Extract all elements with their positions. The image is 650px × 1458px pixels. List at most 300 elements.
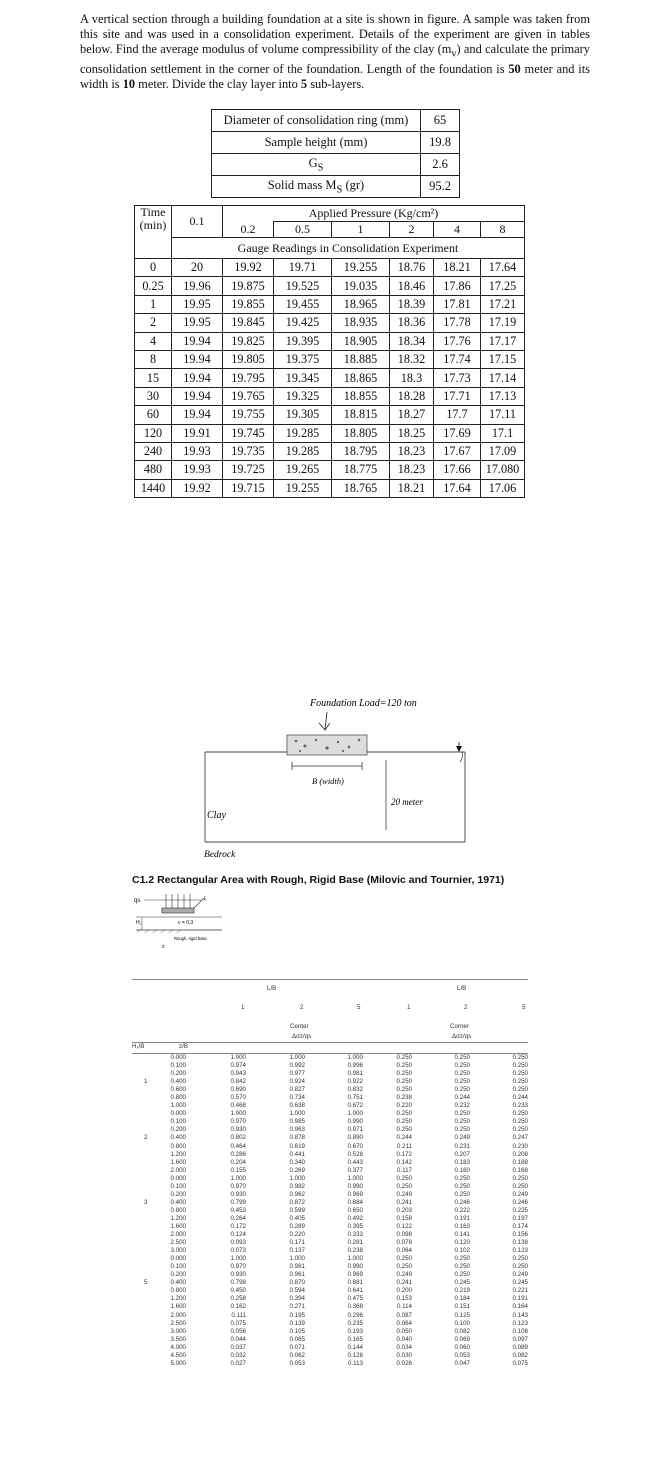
gauge-reading-cell: 19.92 — [172, 479, 223, 497]
table-row — [132, 1118, 528, 1126]
influence-factor-cell: 0.250 — [512, 1255, 528, 1263]
lb-value: 5 — [357, 1004, 361, 1011]
influence-factor-cell: 0.570 — [230, 1094, 246, 1102]
gauge-reading-cell: 19.285 — [274, 424, 332, 442]
influence-factor-cell: 0.113 — [347, 1359, 363, 1367]
influence-factor-cell: 0.053 — [454, 1351, 470, 1359]
influence-factor-cell: 0.037 — [230, 1343, 246, 1351]
rigid-base-label: Rough, rigid base — [174, 936, 207, 941]
applied-pressure-title: Applied Pressure (Kg/cm²) — [223, 206, 525, 222]
influence-factor-cell: 0.286 — [230, 1150, 246, 1158]
influence-factor-cell: 1.000 — [347, 1054, 363, 1061]
gauge-reading-cell: 18.865 — [332, 369, 390, 387]
influence-factor-cell: 0.123 — [512, 1247, 528, 1255]
table-row — [135, 295, 525, 313]
influence-factor-cell: 0.105 — [289, 1327, 305, 1335]
gauge-reading-cell: 17.69 — [434, 424, 481, 442]
influence-factor-cell: 0.250 — [454, 1126, 470, 1134]
influence-factor-cell: 0.128 — [347, 1351, 363, 1359]
influence-factor-cell: 0.174 — [512, 1222, 528, 1230]
table-row — [132, 1263, 528, 1271]
table-row — [132, 1279, 528, 1287]
gauge-reading-cell: 19.95 — [172, 295, 223, 313]
hb-value: 2 — [144, 1134, 148, 1142]
influence-factor-cell: 0.250 — [512, 1174, 528, 1182]
influence-factor-cell: 0.992 — [289, 1062, 305, 1070]
gauge-reading-cell: 17.81 — [434, 295, 481, 313]
zb-value: 0.600 — [170, 1086, 186, 1094]
influence-factor-cell: 0.250 — [454, 1271, 470, 1279]
gauge-reading-cell: 19.035 — [332, 277, 390, 295]
influence-factor-cell: 0.981 — [347, 1070, 363, 1078]
gauge-reading-cell: 18.815 — [332, 406, 390, 424]
influence-factor-cell: 0.208 — [512, 1150, 528, 1158]
gauge-reading-cell: 18.21 — [434, 259, 481, 277]
gauge-reading-cell: 18.28 — [390, 387, 434, 405]
influence-factor-cell: 1.000 — [289, 1110, 305, 1118]
table-row — [132, 1344, 528, 1352]
gauge-reading-cell: 17.73 — [434, 369, 481, 387]
influence-factor-cell: 0.930 — [230, 1271, 246, 1279]
gauge-reading-cell: 17.64 — [481, 259, 525, 277]
property-label: $G_S$ — [212, 154, 421, 176]
table-row — [132, 1247, 528, 1255]
table-row — [135, 442, 525, 460]
influence-factor-cell: 0.443 — [347, 1158, 363, 1166]
table-row — [212, 176, 460, 198]
influence-factor-cell: 0.085 — [289, 1335, 305, 1343]
influence-factor-cell: 0.802 — [230, 1134, 246, 1142]
gauge-reading-cell: 17.7 — [434, 406, 481, 424]
pressure-header: 4 — [434, 222, 481, 238]
table-header-row — [135, 238, 525, 259]
width-label: B (width) — [312, 776, 344, 786]
influence-factor-cell: 0.207 — [454, 1150, 470, 1158]
gauge-reading-cell: 18.805 — [332, 424, 390, 442]
influence-factor-cell: 0.144 — [347, 1343, 363, 1351]
property-value: 95.2 — [421, 176, 460, 198]
influence-factor-cell: 0.062 — [289, 1351, 305, 1359]
svg-text:H₁: H₁ — [136, 920, 142, 926]
water-table-icon — [456, 746, 462, 752]
table-row — [132, 1159, 528, 1167]
table-row — [132, 1231, 528, 1239]
gauge-reading-cell: 19.94 — [172, 406, 223, 424]
property-label: Diameter of consolidation ring (mm) — [212, 110, 421, 132]
gauge-reading-cell: 17.71 — [434, 387, 481, 405]
influence-factor-cell: 0.594 — [289, 1287, 305, 1295]
sample-properties-table — [211, 109, 460, 198]
gauge-reading-cell: 19.345 — [274, 369, 332, 387]
influence-factor-cell: 0.082 — [454, 1327, 470, 1335]
influence-factor-cell: 0.158 — [396, 1214, 412, 1222]
influence-factor-cell: 0.219 — [454, 1287, 470, 1295]
zb-value: 2.500 — [170, 1319, 186, 1327]
table-row — [135, 277, 525, 295]
gauge-reading-cell: 17.67 — [434, 442, 481, 460]
corner-header: Corner — [450, 1023, 469, 1030]
influence-factor-cell: 0.250 — [454, 1070, 470, 1078]
influence-factor-cell: 0.250 — [396, 1182, 412, 1190]
property-label: Solid mass $M_S$ (gr) — [212, 176, 421, 198]
gauge-reading-cell: 17.17 — [481, 332, 525, 350]
time-cell: 8 — [135, 350, 172, 368]
influence-factor-cell: 0.040 — [396, 1335, 412, 1343]
gauge-reading-cell: 17.09 — [481, 442, 525, 460]
gauge-reading-cell: 19.825 — [223, 332, 274, 350]
influence-factor-cell: 0.120 — [454, 1239, 470, 1247]
gauge-reading-cell: 19.255 — [332, 259, 390, 277]
property-value: 65 — [421, 110, 460, 132]
gauge-reading-cell: 19.94 — [172, 369, 223, 387]
table-header-row — [135, 206, 525, 222]
influence-factor-cell: 0.030 — [396, 1351, 412, 1359]
influence-factor-cell: 0.441 — [289, 1150, 305, 1158]
table-row — [132, 1134, 528, 1142]
influence-factor-cell: 0.122 — [396, 1222, 412, 1230]
influence-factor-cell: 0.211 — [396, 1142, 412, 1150]
table-row — [132, 1207, 528, 1215]
influence-factor-cell: 0.221 — [512, 1287, 528, 1295]
zb-value: 1.600 — [170, 1158, 186, 1166]
influence-factor-cell: 0.193 — [347, 1327, 363, 1335]
influence-factor-cell: 0.246 — [512, 1198, 528, 1206]
influence-table-title: C1.2 Rectangular Area with Rough, Rigid Base (Milovic and Tournier, 1971) — [132, 874, 505, 886]
influence-factor-cell: 0.289 — [289, 1222, 305, 1230]
influence-factor-cell: 0.981 — [289, 1263, 305, 1271]
influence-factor-cell: 0.250 — [512, 1070, 528, 1078]
gauge-reading-cell: 18.21 — [390, 479, 434, 497]
influence-factor-cell: 0.250 — [512, 1054, 528, 1061]
influence-factor-cell: 0.111 — [231, 1311, 246, 1319]
gauge-reading-cell: 17.74 — [434, 350, 481, 368]
influence-factor-cell: 0.139 — [289, 1319, 305, 1327]
zb-value: 0.200 — [170, 1070, 186, 1078]
influence-factor-cell: 0.165 — [347, 1335, 363, 1343]
gauge-title: Gauge Readings in Consolidation Experiment — [172, 238, 525, 259]
zb-value: 3.000 — [170, 1247, 186, 1255]
zb-value: 0.100 — [170, 1062, 186, 1070]
influence-factor-cell: 0.832 — [347, 1086, 363, 1094]
table-row — [132, 1287, 528, 1295]
gauge-reading-cell: 19.91 — [172, 424, 223, 442]
influence-factor-cell: 0.395 — [347, 1222, 363, 1230]
influence-factor-cell: 0.250 — [454, 1255, 470, 1263]
influence-factor-cell: 0.075 — [512, 1359, 528, 1367]
table-row — [132, 1215, 528, 1223]
influence-factor-cell: 0.450 — [230, 1287, 246, 1295]
zb-value: 0.000 — [170, 1174, 186, 1182]
influence-factor-cell: 1.000 — [289, 1054, 305, 1061]
influence-factor-cell: 0.032 — [230, 1351, 246, 1359]
gauge-reading-cell: 19.395 — [274, 332, 332, 350]
lb-header-corner: L/B — [457, 985, 467, 992]
influence-factor-cell: 0.333 — [347, 1231, 363, 1239]
influence-factor-cell: 0.172 — [396, 1150, 412, 1158]
gauge-reading-cell: 17.14 — [481, 369, 525, 387]
influence-factor-cell: 0.249 — [396, 1190, 412, 1198]
zb-value: 0.400 — [170, 1198, 186, 1206]
table-row — [132, 1295, 528, 1303]
influence-factor-cell: 0.827 — [289, 1086, 305, 1094]
influence-factor-cell: 0.197 — [512, 1214, 528, 1222]
time-cell: 1440 — [135, 479, 172, 497]
gauge-reading-cell: 18.36 — [390, 314, 434, 332]
hb-value: 1 — [144, 1078, 148, 1086]
influence-factor-cell: 1.000 — [347, 1110, 363, 1118]
table-row — [132, 1223, 528, 1231]
table-row — [132, 1151, 528, 1159]
influence-factor-cell: 0.798 — [230, 1279, 246, 1287]
gauge-reading-cell: 17.11 — [481, 406, 525, 424]
influence-factor-cell: 0.200 — [396, 1287, 412, 1295]
gauge-reading-cell: 19.875 — [223, 277, 274, 295]
gauge-reading-cell: 19.765 — [223, 387, 274, 405]
gauge-reading-cell: 19.94 — [172, 350, 223, 368]
lb-value: 1 — [407, 1004, 411, 1011]
zb-value: 1.000 — [170, 1102, 186, 1110]
influence-factor-cell: 0.985 — [289, 1118, 305, 1126]
gauge-reading-cell: 17.06 — [481, 479, 525, 497]
influence-factor-cell: 0.195 — [289, 1311, 305, 1319]
influence-factor-cell: 0.250 — [512, 1062, 528, 1070]
table-row — [132, 1271, 528, 1279]
zb-value: 0.100 — [170, 1263, 186, 1271]
table-row — [132, 1086, 528, 1094]
gauge-reading-cell: 18.39 — [390, 295, 434, 313]
lb-value: 2 — [300, 1004, 304, 1011]
influence-factor-cell: 1.000 — [230, 1054, 246, 1061]
influence-factor-cell: 0.969 — [347, 1190, 363, 1198]
center-header: Center — [290, 1023, 309, 1030]
influence-factor-cell: 0.922 — [347, 1078, 363, 1086]
table-row — [135, 387, 525, 405]
influence-factor-cell: 0.163 — [454, 1222, 470, 1230]
gauge-reading-cell: 19.94 — [172, 332, 223, 350]
influence-factor-cell: 0.089 — [512, 1343, 528, 1351]
influence-factor-cell: 0.650 — [347, 1206, 363, 1214]
foundation-load-label: Foundation Load=120 ton — [310, 698, 417, 709]
table-row — [132, 1360, 528, 1368]
influence-factor-cell: 0.060 — [454, 1343, 470, 1351]
influence-factor-cell: 0.368 — [347, 1303, 363, 1311]
influence-factor-cell: 0.075 — [230, 1319, 246, 1327]
influence-factor-cell: 0.241 — [396, 1198, 412, 1206]
influence-factor-cell: 0.340 — [289, 1158, 305, 1166]
zb-value: 1.600 — [170, 1303, 186, 1311]
influence-factor-cell: 0.690 — [230, 1086, 246, 1094]
pressure-header: 0.5 — [274, 222, 332, 238]
table-row — [132, 1303, 528, 1311]
influence-factor-cell: 0.250 — [512, 1126, 528, 1134]
gauge-reading-cell: 17.080 — [481, 461, 525, 479]
pressure-header: 8 — [481, 222, 525, 238]
gauge-reading-cell: 19.455 — [274, 295, 332, 313]
influence-factor-cell: 0.184 — [454, 1295, 470, 1303]
gauge-reading-cell: 18.885 — [332, 350, 390, 368]
influence-factor-cell: 0.281 — [347, 1239, 363, 1247]
table-row — [135, 424, 525, 442]
zb-value: 2.000 — [170, 1231, 186, 1239]
influence-factor-cell: 1.000 — [347, 1255, 363, 1263]
gauge-reading-cell: 18.46 — [390, 277, 434, 295]
gauge-reading-cell: 19.92 — [223, 259, 274, 277]
influence-factor-cell: 0.599 — [289, 1206, 305, 1214]
pressure-header: 2 — [390, 222, 434, 238]
influence-factor-cell: 0.238 — [347, 1247, 363, 1255]
gauge-reading-cell: 19.805 — [223, 350, 274, 368]
pressure-header: 0.1 — [172, 206, 223, 238]
table-row — [132, 1102, 528, 1110]
gauge-reading-cell: 17.86 — [434, 277, 481, 295]
gauge-reading-cell: 19.425 — [274, 314, 332, 332]
gauge-reading-cell: 19.715 — [223, 479, 274, 497]
influence-factor-cell: 0.990 — [347, 1263, 363, 1271]
influence-factor-cell: 0.250 — [396, 1174, 412, 1182]
influence-factor-cell: 0.053 — [289, 1359, 305, 1367]
influence-factor-cell: 0.162 — [230, 1303, 246, 1311]
influence-factor-cell: 0.377 — [347, 1166, 363, 1174]
zb-value: 0.000 — [170, 1255, 186, 1263]
time-cell: 240 — [135, 442, 172, 460]
influence-factor-cell: 0.100 — [454, 1319, 470, 1327]
influence-factor-cell: 0.870 — [289, 1279, 305, 1287]
influence-factor-cell: 0.245 — [512, 1279, 528, 1287]
influence-factor-cell: 0.026 — [396, 1359, 412, 1367]
table-row — [132, 1239, 528, 1247]
influence-factor-cell: 0.250 — [454, 1182, 470, 1190]
table-row — [132, 1320, 528, 1328]
zb-value: 4.000 — [170, 1343, 186, 1351]
svg-text:qs: qs — [134, 898, 141, 904]
zb-value: 3.500 — [170, 1335, 186, 1343]
influence-factor-cell: 0.619 — [289, 1142, 305, 1150]
influence-factor-cell: 0.638 — [289, 1102, 305, 1110]
influence-factor-cell: 0.969 — [347, 1271, 363, 1279]
gauge-reading-cell: 19.93 — [172, 461, 223, 479]
influence-factor-cell: 0.093 — [230, 1239, 246, 1247]
gauge-reading-cell: 18.25 — [390, 424, 434, 442]
gauge-reading-cell: 19.745 — [223, 424, 274, 442]
gauge-reading-cell: 19.94 — [172, 387, 223, 405]
influence-factor-cell: 0.171 — [289, 1239, 305, 1247]
influence-factor-cell: 0.250 — [512, 1086, 528, 1094]
gauge-reading-cell: 19.255 — [274, 479, 332, 497]
influence-factor-cell: 0.475 — [347, 1295, 363, 1303]
table-row — [132, 1110, 528, 1118]
influence-factor-cell: 0.188 — [512, 1158, 528, 1166]
influence-factor-cell: 0.250 — [454, 1190, 470, 1198]
influence-factor-cell: 0.249 — [396, 1271, 412, 1279]
influence-factor-cell: 0.250 — [512, 1118, 528, 1126]
influence-factor-cell: 0.982 — [289, 1182, 305, 1190]
time-cell: 0 — [135, 259, 172, 277]
influence-factor-cell: 1.000 — [230, 1110, 246, 1118]
influence-factor-cell: 0.249 — [454, 1134, 470, 1142]
influence-factor-cell: 0.250 — [454, 1086, 470, 1094]
influence-factor-cell: 0.153 — [396, 1295, 412, 1303]
influence-factor-cell: 0.125 — [454, 1311, 470, 1319]
gauge-reading-cell: 18.34 — [390, 332, 434, 350]
influence-factor-cell: 0.970 — [230, 1118, 246, 1126]
table-row — [132, 1191, 528, 1199]
influence-factor-cell: 0.230 — [512, 1142, 528, 1150]
influence-factor-cell: 0.250 — [396, 1126, 412, 1134]
table-row — [132, 1094, 528, 1102]
influence-factor-cell: 0.220 — [289, 1231, 305, 1239]
zb-column-header: z/B — [179, 1043, 188, 1050]
influence-factor-cell: 0.245 — [454, 1279, 470, 1287]
zb-value: 0.800 — [170, 1142, 186, 1150]
influence-factor-cell: 0.464 — [230, 1142, 246, 1150]
zb-value: 0.400 — [170, 1279, 186, 1287]
influence-factor-cell: 1.000 — [289, 1174, 305, 1182]
influence-factor-cell: 0.027 — [230, 1359, 246, 1367]
influence-factor-cell: 0.244 — [396, 1134, 412, 1142]
influence-factor-cell: 0.168 — [512, 1166, 528, 1174]
gauge-reading-cell: 19.525 — [274, 277, 332, 295]
influence-factor-cell: 0.872 — [289, 1198, 305, 1206]
zb-value: 0.200 — [170, 1271, 186, 1279]
zb-value: 0.800 — [170, 1094, 186, 1102]
zb-value: 1.600 — [170, 1222, 186, 1230]
influence-factor-cell: 0.250 — [396, 1054, 412, 1061]
influence-factor-cell: 0.269 — [289, 1166, 305, 1174]
influence-factor-cell: 0.183 — [454, 1158, 470, 1166]
gauge-reading-cell: 18.27 — [390, 406, 434, 424]
time-cell: 60 — [135, 406, 172, 424]
ratio-header-corner: Δσz/qs — [452, 1033, 472, 1040]
influence-factor-cell: 0.453 — [230, 1206, 246, 1214]
clay-label: Clay — [207, 810, 226, 821]
influence-factor-cell: 0.250 — [454, 1062, 470, 1070]
table-row — [135, 314, 525, 332]
influence-factor-cell: 1.000 — [347, 1174, 363, 1182]
gauge-reading-cell: 18.765 — [332, 479, 390, 497]
pressure-header: 1 — [332, 222, 390, 238]
influence-factor-cell: 0.250 — [454, 1174, 470, 1182]
gauge-reading-cell: 19.265 — [274, 461, 332, 479]
gauge-reading-cell: 18.965 — [332, 295, 390, 313]
influence-factor-cell: 0.244 — [512, 1094, 528, 1102]
influence-factor-cell: 0.963 — [289, 1126, 305, 1134]
influence-factor-cell: 0.641 — [347, 1287, 363, 1295]
influence-factor-cell: 0.142 — [396, 1158, 412, 1166]
table-row — [132, 1078, 528, 1086]
influence-factor-cell: 0.191 — [512, 1295, 528, 1303]
influence-factor-cell: 0.250 — [512, 1078, 528, 1086]
influence-factor-cell: 0.258 — [230, 1295, 246, 1303]
table-row — [135, 461, 525, 479]
influence-factor-cell: 0.069 — [454, 1335, 470, 1343]
gauge-reading-cell: 17.25 — [481, 277, 525, 295]
influence-factor-cell: 0.225 — [512, 1206, 528, 1214]
lb-header-center: L/B — [267, 985, 277, 992]
gauge-reading-cell: 19.305 — [274, 406, 332, 424]
svg-text:z: z — [162, 944, 165, 950]
zb-value: 0.800 — [170, 1206, 186, 1214]
influence-factor-cell: 0.097 — [512, 1335, 528, 1343]
influence-factor-cell: 0.247 — [512, 1134, 528, 1142]
load-arrow — [319, 712, 330, 730]
influence-factor-cell: 0.098 — [396, 1231, 412, 1239]
gauge-reading-cell: 18.76 — [390, 259, 434, 277]
gauge-reading-cell: 18.32 — [390, 350, 434, 368]
influence-factor-cell: 0.799 — [230, 1198, 246, 1206]
influence-factor-cell: 0.073 — [230, 1247, 246, 1255]
influence-factor-cell: 0.977 — [289, 1070, 305, 1078]
influence-factor-cell: 0.114 — [396, 1303, 412, 1311]
